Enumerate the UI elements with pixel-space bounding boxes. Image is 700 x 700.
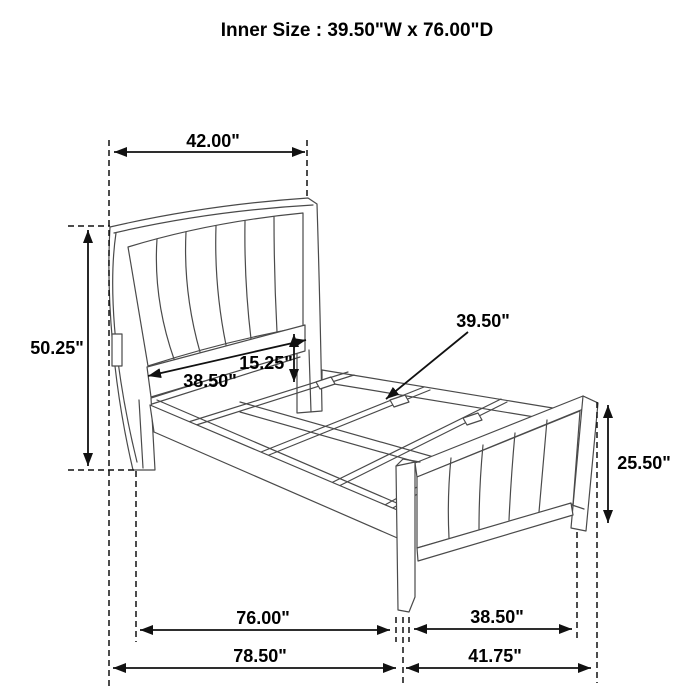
slat-center-support — [463, 413, 482, 425]
dim-footboard-overall-width — [406, 646, 591, 668]
dim-footboard-height — [608, 405, 671, 523]
dim-headboard-width — [114, 131, 305, 152]
dim-footboard-panel-width — [414, 607, 572, 629]
dim-label: 41.75" — [468, 646, 522, 666]
dim-label: 38.50" — [470, 607, 524, 627]
dim-label: 39.50" — [456, 311, 510, 331]
slat-center-support — [390, 395, 409, 407]
bed-drawing — [109, 198, 598, 612]
dim-label: 78.50" — [233, 646, 287, 666]
dim-inner-depth — [140, 608, 390, 630]
headboard — [109, 198, 322, 470]
dim-headboard-height — [30, 230, 88, 466]
dim-label: 38.50" — [183, 371, 237, 391]
diagram-title: Inner Size : 39.50"W x 76.00"D — [220, 20, 494, 41]
footboard-front-post — [396, 462, 415, 612]
dim-label: 50.25" — [30, 338, 84, 358]
near-side-rail — [150, 400, 406, 540]
dim-label: 42.00" — [186, 131, 240, 151]
footboard — [396, 396, 598, 612]
dim-label: 15.25" — [239, 353, 293, 373]
dim-label: 25.50" — [617, 453, 671, 473]
dim-overall-depth — [113, 646, 396, 668]
dim-label: 76.00" — [236, 608, 290, 628]
headboard-rail-bracket — [112, 334, 122, 366]
